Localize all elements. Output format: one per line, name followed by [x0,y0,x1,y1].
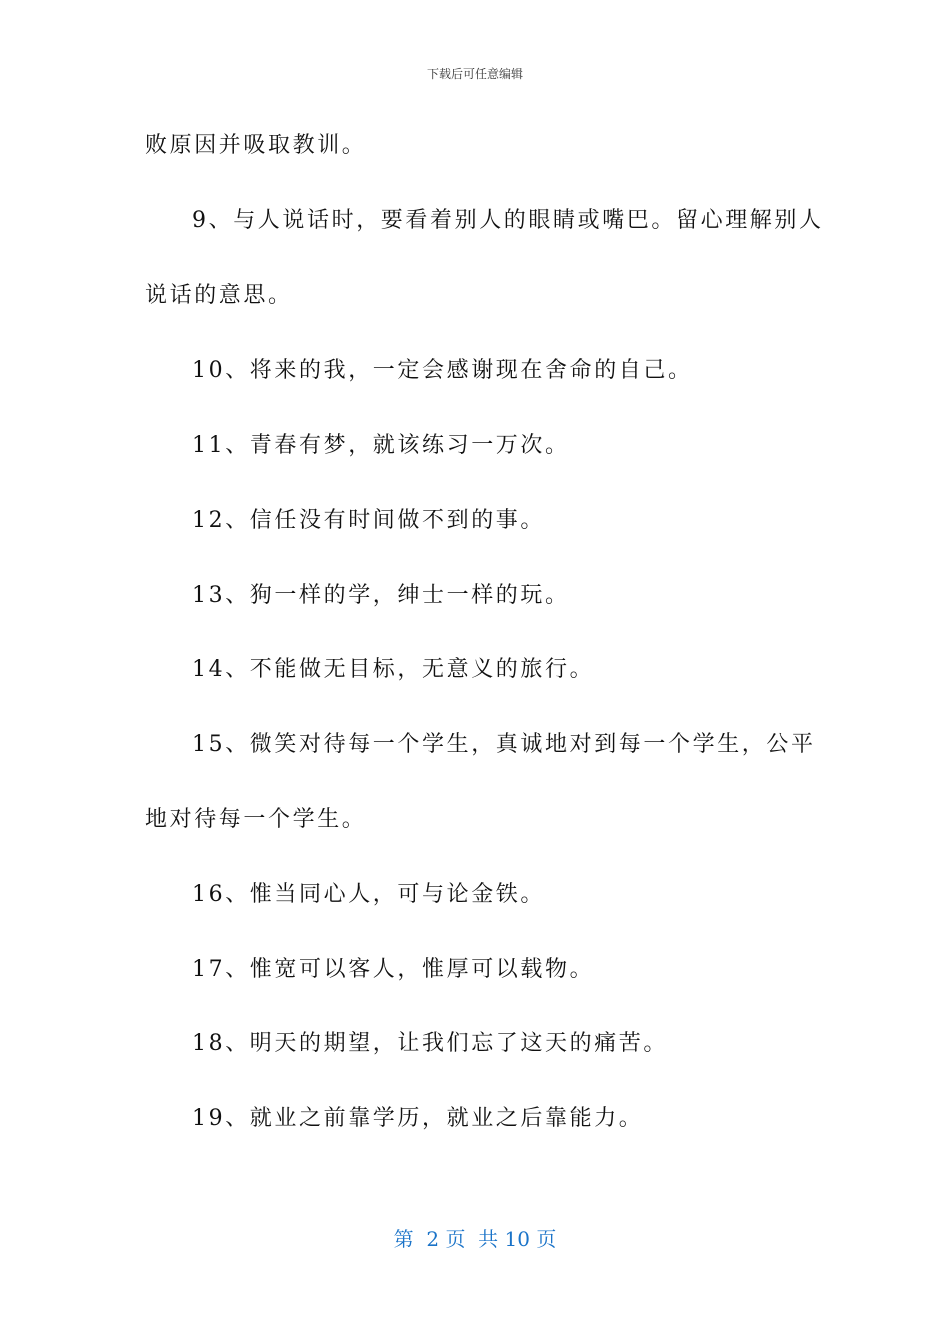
text-line: 19、就业之前靠学历，就业之后靠能力。 [192,1106,644,1131]
text-line: 17、惟宽可以客人，惟厚可以载物。 [192,957,595,982]
text-line: 地对待每一个学生。 [145,807,367,832]
text-line: 说话的意思。 [145,283,293,308]
text-line: 败原因并吸取教训。 [145,133,367,158]
text-line: 16、惟当同心人，可与论金铁。 [192,882,545,907]
page-number-footer: 第 2 页 共 10 页 [393,1227,557,1251]
text-line: 14、不能做无目标，无意义的旅行。 [192,657,595,682]
text-line: 11、青春有梦，就该练习一万次。 [192,433,570,458]
text-line: 9、与人说话时，要看着别人的眼睛或嘴巴。留心理解别人 [192,208,824,233]
page-header: 下载后可任意编辑 [426,67,523,81]
text-line: 13、狗一样的学，绅士一样的玩。 [192,583,570,608]
text-line: 10、将来的我，一定会感谢现在舍命的自己。 [192,358,693,383]
text-line: 12、信任没有时间做不到的事。 [192,508,545,533]
text-line: 18、明天的期望，让我们忘了这天的痛苦。 [192,1031,668,1056]
text-line: 15、微笑对待每一个学生，真诚地对到每一个学生，公平 [192,732,816,757]
